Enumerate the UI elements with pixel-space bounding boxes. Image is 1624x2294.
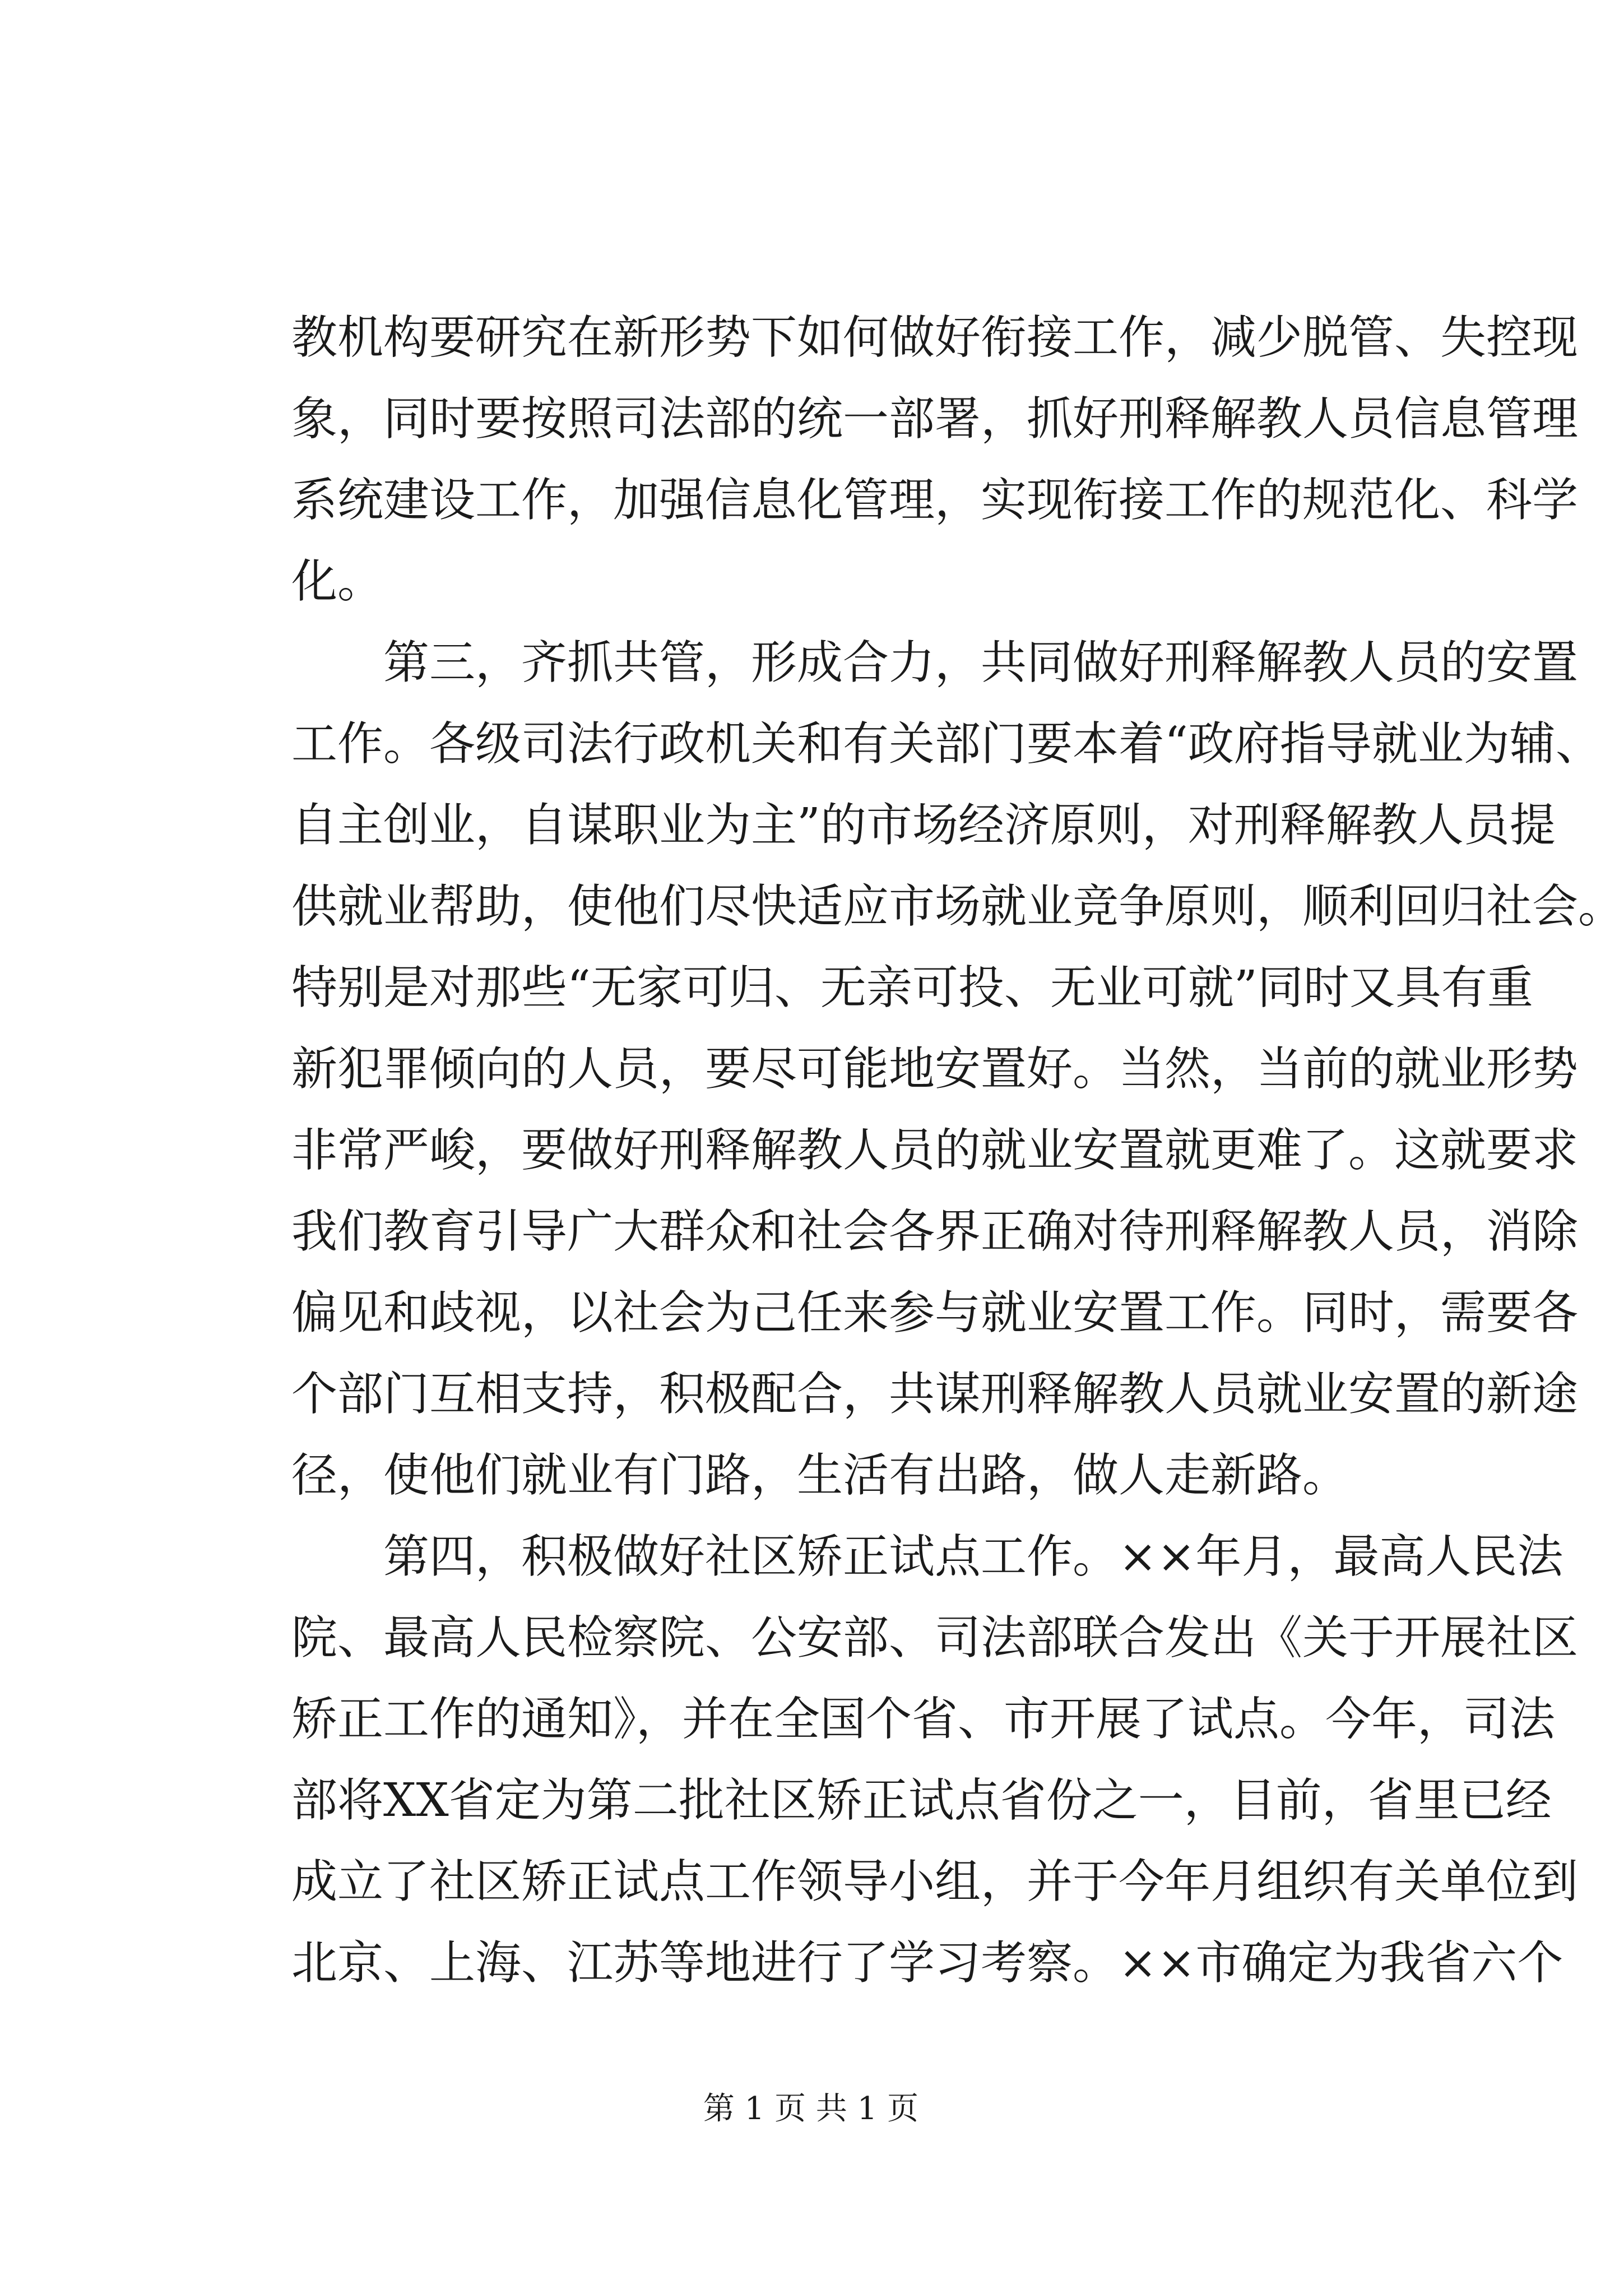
text-line: 自主创业，自谋职业为主”的市场经济原则，对刑释解教人员提 — [291, 799, 1556, 852]
text-line: 化。 — [291, 555, 384, 608]
text-line: 第三，齐抓共管，形成合力，共同做好刑释解教人员的安置 — [383, 636, 1579, 689]
text-line: 部将XX省定为第二批社区矫正试点省份之一，目前，省里已经 — [291, 1774, 1552, 1827]
text-line: 特别是对那些“无家可归、无亲可投、无业可就”同时又具有重 — [291, 961, 1533, 1014]
document-body — [291, 297, 1624, 2004]
text-line: 教机构要研究在新形势下如何做好衔接工作，减少脱管、失控现 — [291, 311, 1579, 364]
text-line: 矫正工作的通知》，并在全国个省、市开展了试点。今年，司法 — [291, 1693, 1556, 1746]
text-line: 径，使他们就业有门路，生活有出路，做人走新路。 — [291, 1449, 1349, 1502]
text-line: 北京、上海、江苏等地进行了学习考察。××市确定为我省六个 — [291, 1936, 1563, 1990]
text-line: 院、最高人民检察院、公安部、司法部联合发出《关于开展社区 — [291, 1611, 1579, 1665]
text-line: 偏见和歧视，以社会为己任来参与就业安置工作。同时，需要各 — [291, 1286, 1579, 1340]
text-line: 新犯罪倾向的人员，要尽可能地安置好。当然，当前的就业形势 — [291, 1042, 1579, 1096]
text-line: 工作。各级司法行政机关和有关部门要本着“政府指导就业为辅、 — [291, 717, 1602, 771]
text-line: 系统建设工作，加强信息化管理，实现衔接工作的规范化、科学 — [291, 474, 1579, 527]
text-line: 象，同时要按照司法部的统一部署，抓好刑释解教人员信息管理 — [291, 392, 1579, 446]
text-line: 成立了社区矫正试点工作领导小组，并于今年月组织有关单位到 — [291, 1855, 1579, 1908]
text-line: 我们教育引导广大群众和社会各界正确对待刑释解教人员，消除 — [291, 1205, 1579, 1258]
text-line: 个部门互相支持，积极配合，共谋刑释解教人员就业安置的新途 — [291, 1368, 1579, 1421]
text-line: 供就业帮助，使他们尽快适应市场就业竞争原则，顺利回归社会。 — [291, 880, 1624, 933]
text-line: 非常严峻，要做好刑释解教人员的就业安置就更难了。这就要求 — [291, 1124, 1579, 1177]
page-footer: 第 1 页 共 1 页 — [703, 2091, 919, 2127]
text-line: 第四，积极做好社区矫正试点工作。××年月，最高人民法 — [383, 1530, 1563, 1583]
